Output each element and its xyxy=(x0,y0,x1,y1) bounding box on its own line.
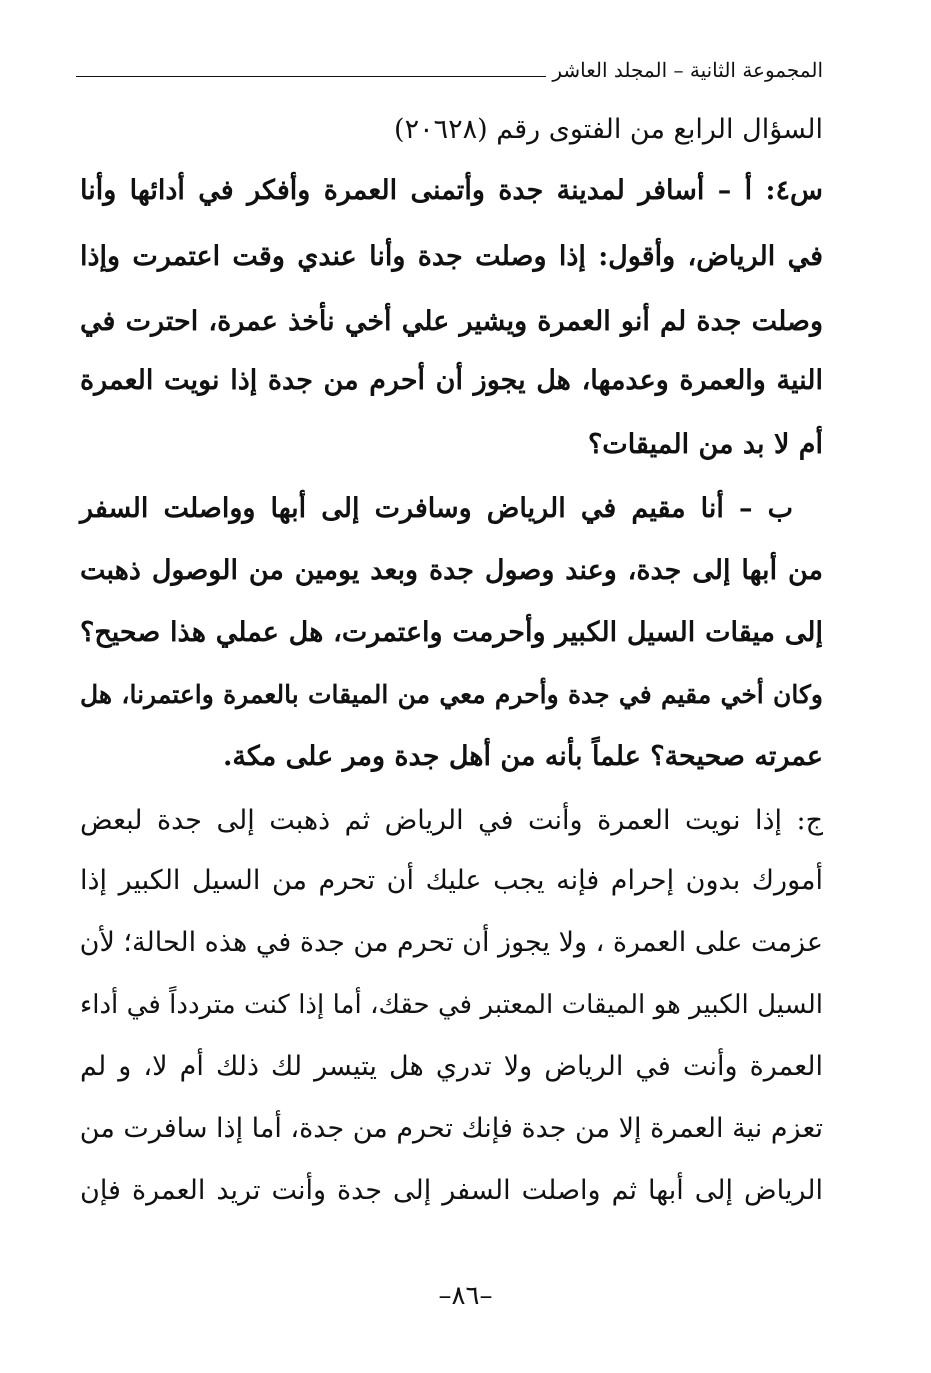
answer-line: ج: إذا نويت العمرة وأنت في الرياض ثم ذهبت إلى جدة لبعض xyxy=(80,805,823,836)
header-title: المجموعة الثانية – المجلد العاشر xyxy=(552,58,823,82)
question-a-line: النية والعمرة وعدمها، هل يجوز أن أحرم من جدة إذا نويت العمرة xyxy=(80,365,823,396)
answer-line: أمورك بدون إحرام فإنه يجب عليك أن تحرم من السيل الكبير إذا xyxy=(80,865,823,896)
running-header xyxy=(76,52,823,82)
question-b-line: إلى ميقات السيل الكبير وأحرمت واعتمرت، هل عملي هذا صحيح؟ xyxy=(80,617,823,648)
answer-line: السيل الكبير هو الميقات المعتبر في حقك، أما إذا كنت متردداً في أداء xyxy=(80,990,823,1020)
answer-line: عزمت على العمرة ، ولا يجوز أن تحرم من جدة في هذه الحالة؛ لأن xyxy=(79,927,823,958)
page-number: –٨٦– xyxy=(438,1281,493,1311)
answer-line: الرياض إلى أبها ثم واصلت السفر إلى جدة وأنت تريد العمرة فإن xyxy=(80,1175,823,1206)
question-a-line: س٤: أ – أسافر لمدينة جدة وأتمنى العمرة وأفكر في أدائها وأنا xyxy=(80,175,823,206)
question-a-line: في الرياض، وأقول: إذا وصلت جدة وأنا عندي وقت اعتمرت وإذا xyxy=(80,241,823,272)
answer-line: العمرة وأنت في الرياض ولا تدري هل يتيسر لك ذلك أم لا، و لم xyxy=(80,1051,823,1082)
question-a-line: وصلت جدة لم أنو العمرة ويشير علي أخي نأخذ عمرة، احترت في xyxy=(80,306,823,337)
question-title: السؤال الرابع من الفتوى رقم (٢٠٦٢٨) xyxy=(394,114,823,145)
question-b-line: من أبها إلى جدة، وعند وصول جدة وبعد يومين من الوصول ذهبت xyxy=(80,555,823,586)
answer-line: تعزم نية العمرة إلا من جدة فإنك تحرم من جدة، أما إذا سافرت من xyxy=(79,1113,823,1144)
question-a-line: أم لا بد من الميقات؟ xyxy=(587,429,823,460)
question-b-line: وكان أخي مقيم في جدة وأحرم معي من الميقات بالعمرة واعتمرنا، هل xyxy=(80,680,823,709)
question-b-line: ب – أنا مقيم في الرياض وسافرت إلى أبها وواصلت السفر xyxy=(80,493,793,524)
question-b-line: عمرته صحيحة؟ علماً بأنه من أهل جدة ومر على مكة. xyxy=(223,741,823,772)
header-rule xyxy=(76,76,546,77)
